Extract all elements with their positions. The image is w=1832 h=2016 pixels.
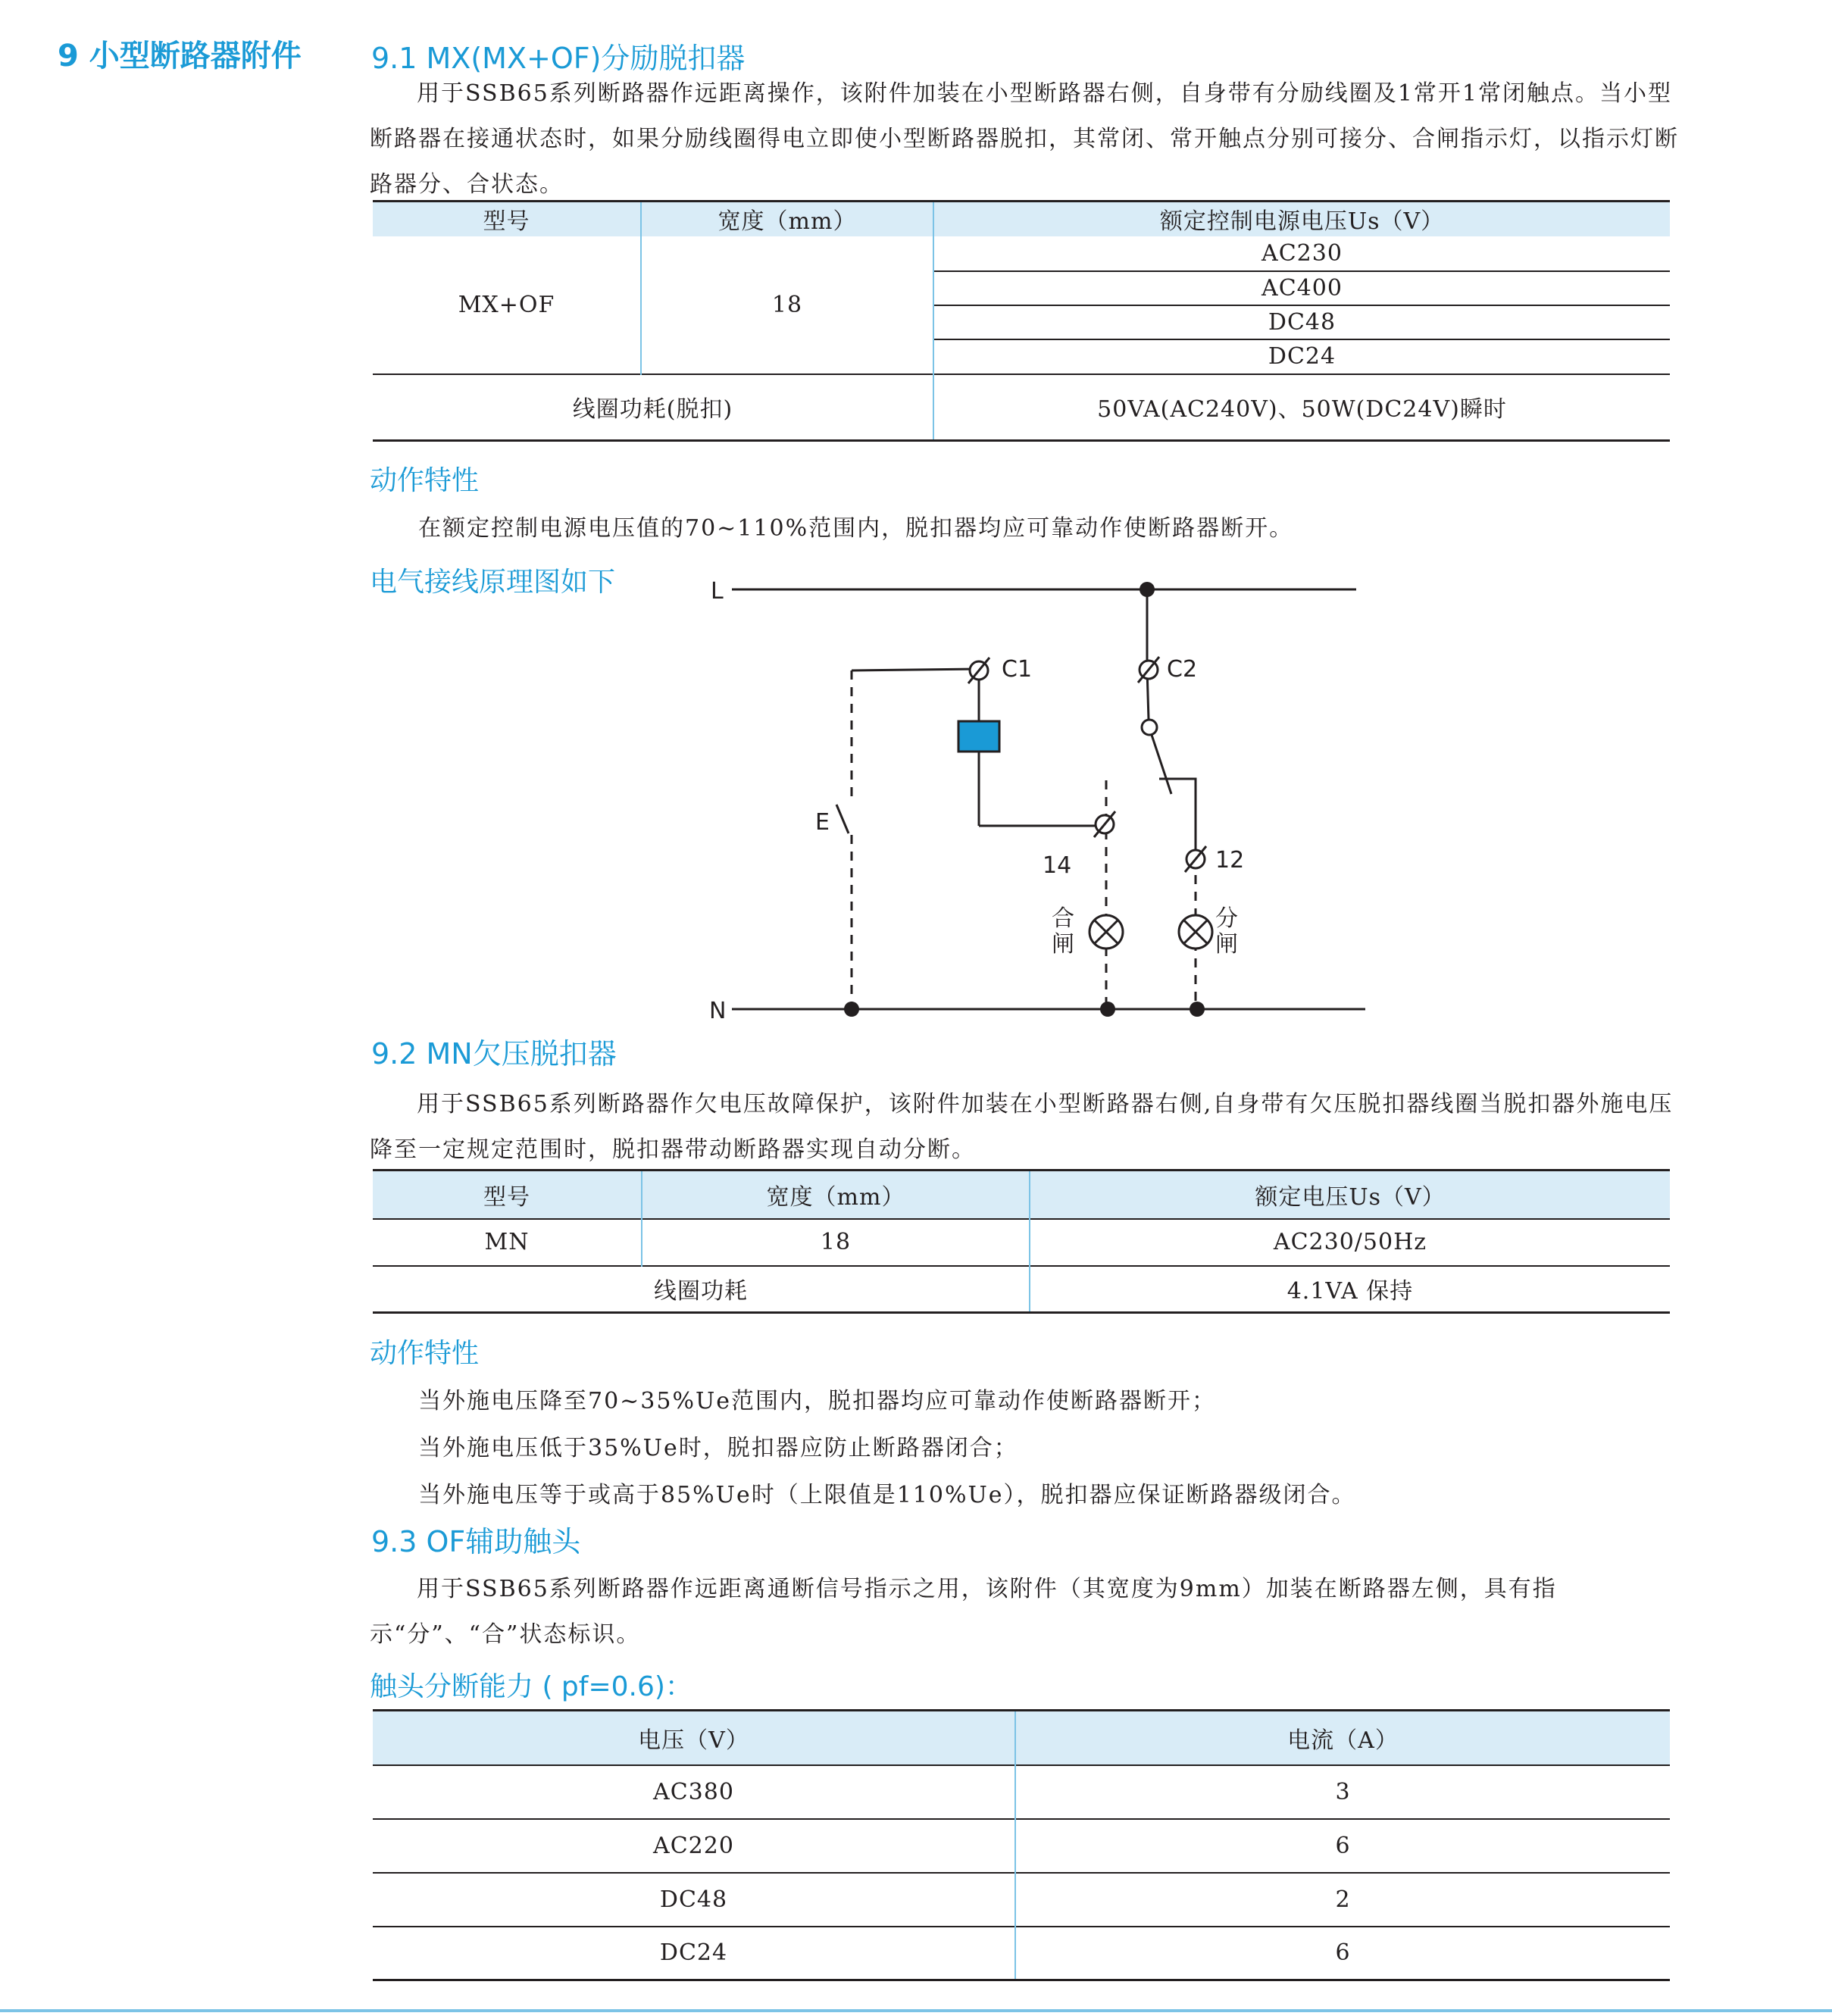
label-L: L — [711, 578, 724, 605]
section-9-2-intro — [370, 1082, 1688, 1173]
of-current-cell: 2 — [1015, 1873, 1670, 1927]
mx-power-value: 50VA(AC240V)、50W(DC24V)瞬时 — [933, 374, 1670, 441]
label-14: 14 — [1043, 852, 1072, 879]
mx-model-cell: MX+OF — [458, 291, 555, 318]
mn-voltage-cell: AC230/50Hz — [1030, 1219, 1670, 1266]
table-row — [373, 1765, 1670, 1819]
section-9-2-char-title: 动作特性 — [370, 1338, 480, 1369]
e-switch-contact — [836, 805, 849, 833]
of-current-cell: 6 — [1015, 1927, 1670, 1980]
junction-N-3 — [1190, 1002, 1205, 1017]
lamp-open-label-1: 分 — [1215, 905, 1238, 932]
section-9-2-char-line-2: 当外施电压低于35%Ue时，脱扣器应防止断路器闭合； — [418, 1435, 1018, 1461]
of-capacity-table — [373, 1709, 1670, 1981]
footer-divider — [0, 2009, 1832, 2012]
mx-header-voltage: 额定控制电源电压Us（V） — [933, 202, 1670, 236]
mx-header-width: 宽度（mm） — [641, 202, 933, 236]
lamp-open-label-2: 闸 — [1215, 931, 1238, 958]
of-voltage-cell: AC220 — [653, 1832, 734, 1859]
lamp-close-label-2: 闸 — [1052, 931, 1074, 958]
mn-power-label: 线圈功耗 — [654, 1278, 748, 1305]
label-12: 12 — [1215, 847, 1245, 874]
section-9-2-title: 9.2 MN欠压脱扣器 — [371, 1037, 617, 1071]
junction-L — [1140, 582, 1155, 597]
mx-voltage-dc24: DC24 — [933, 339, 1670, 374]
table-row — [373, 1927, 1670, 1980]
of-voltage-cell: DC48 — [659, 1886, 728, 1913]
mx-voltage-dc48: DC48 — [933, 305, 1670, 339]
mn-header-width: 宽度（mm） — [642, 1171, 1030, 1219]
junction-N-2 — [1100, 1002, 1115, 1017]
section-9-1-char-text: 在额定控制电源电压值的70~110%范围内，脱扣器均应可靠动作使断路器断开。 — [418, 515, 1294, 542]
c2-contact-pivot — [1142, 720, 1157, 735]
table-row — [373, 1819, 1670, 1873]
c2-contact — [1152, 735, 1171, 794]
of-voltage-cell: DC24 — [659, 1939, 728, 1967]
section-9-3-intro-text: 用于SSB65系列断路器作远距离通断信号指示之用，该附件（其宽度为9mm）加装在断路器左侧，具有指示“分”、“合”状态标识。 — [370, 1576, 1557, 1648]
lamp-close-label-1: 合 — [1052, 905, 1074, 932]
mn-header-model: 型号 — [373, 1171, 642, 1219]
mx-width-cell: 18 — [641, 236, 933, 374]
section-9-3-title: 9.3 OF辅助触头 — [371, 1525, 581, 1558]
mn-header-voltage: 额定电压Us（V） — [1030, 1171, 1670, 1219]
label-N: N — [709, 998, 727, 1024]
mx-header-model: 型号 — [373, 202, 641, 236]
of-current-cell: 3 — [1015, 1765, 1670, 1819]
mx-voltage-ac400: AC400 — [933, 271, 1670, 305]
mx-voltage-ac230: AC230 — [933, 236, 1670, 271]
mn-width-cell: 18 — [642, 1219, 1030, 1266]
section-9-2-char-line-1: 当外施电压降至70~35%Ue范围内，脱扣器均应可靠动作使断路器断开； — [418, 1388, 1217, 1414]
junction-N-1 — [844, 1002, 859, 1017]
mx-power-label: 线圈功耗(脱扣) — [572, 396, 733, 424]
shunt-coil — [958, 721, 999, 752]
label-C2: C2 — [1167, 656, 1198, 683]
chapter-title: 9 小型断路器附件 — [58, 39, 302, 73]
label-C1: C1 — [1002, 656, 1033, 683]
section-9-2-intro-text: 用于SSB65系列断路器作欠电压故障保护，该附件加装在小型断路器右侧,自身带有欠压脱扣器线圈当脱扣器外施电压降至一定规定范围时，脱扣器带动断路器实现自动分断。 — [370, 1091, 1674, 1163]
label-E: E — [815, 809, 830, 836]
section-9-3-intro — [370, 1567, 1688, 1658]
of-voltage-cell: AC380 — [653, 1778, 734, 1805]
c2-wire-lower — [1159, 779, 1196, 858]
section-9-1-title: 9.1 MX(MX+OF)分励脱扣器 — [371, 42, 746, 75]
of-header-voltage: 电压（V） — [373, 1711, 1015, 1765]
diagram-title: 电气接线原理图如下 — [370, 567, 616, 598]
of-current-cell: 6 — [1015, 1819, 1670, 1873]
table-row — [373, 1873, 1670, 1927]
mn-power-value: 4.1VA 保持 — [1030, 1266, 1670, 1313]
mn-model-cell: MN — [484, 1229, 530, 1255]
section-9-1-intro-text: 用于SSB65系列断路器作远距离操作，该附件加装在小型断路器右侧，自身带有分励线圈及1常开1常闭触点。当小型断路器在接通状态时，如果分励线圈得电立即使小型断路器脱扣，其常闭、常开触点分别可接分、合闸指示灯，以指示灯断路器分、合状态。 — [370, 80, 1679, 198]
section-9-1-char-title: 动作特性 — [370, 465, 480, 496]
contact-capacity-title: 触头分断能力 ( pf=0.6)： — [370, 1671, 692, 1702]
of-header-current: 电流（A） — [1015, 1711, 1670, 1765]
section-9-2-char-line-3: 当外施电压等于或高于85%Ue时（上限值是110%Ue），脱扣器应保证断路器级闭合。 — [418, 1482, 1356, 1508]
mn-spec-table — [373, 1169, 1670, 1314]
